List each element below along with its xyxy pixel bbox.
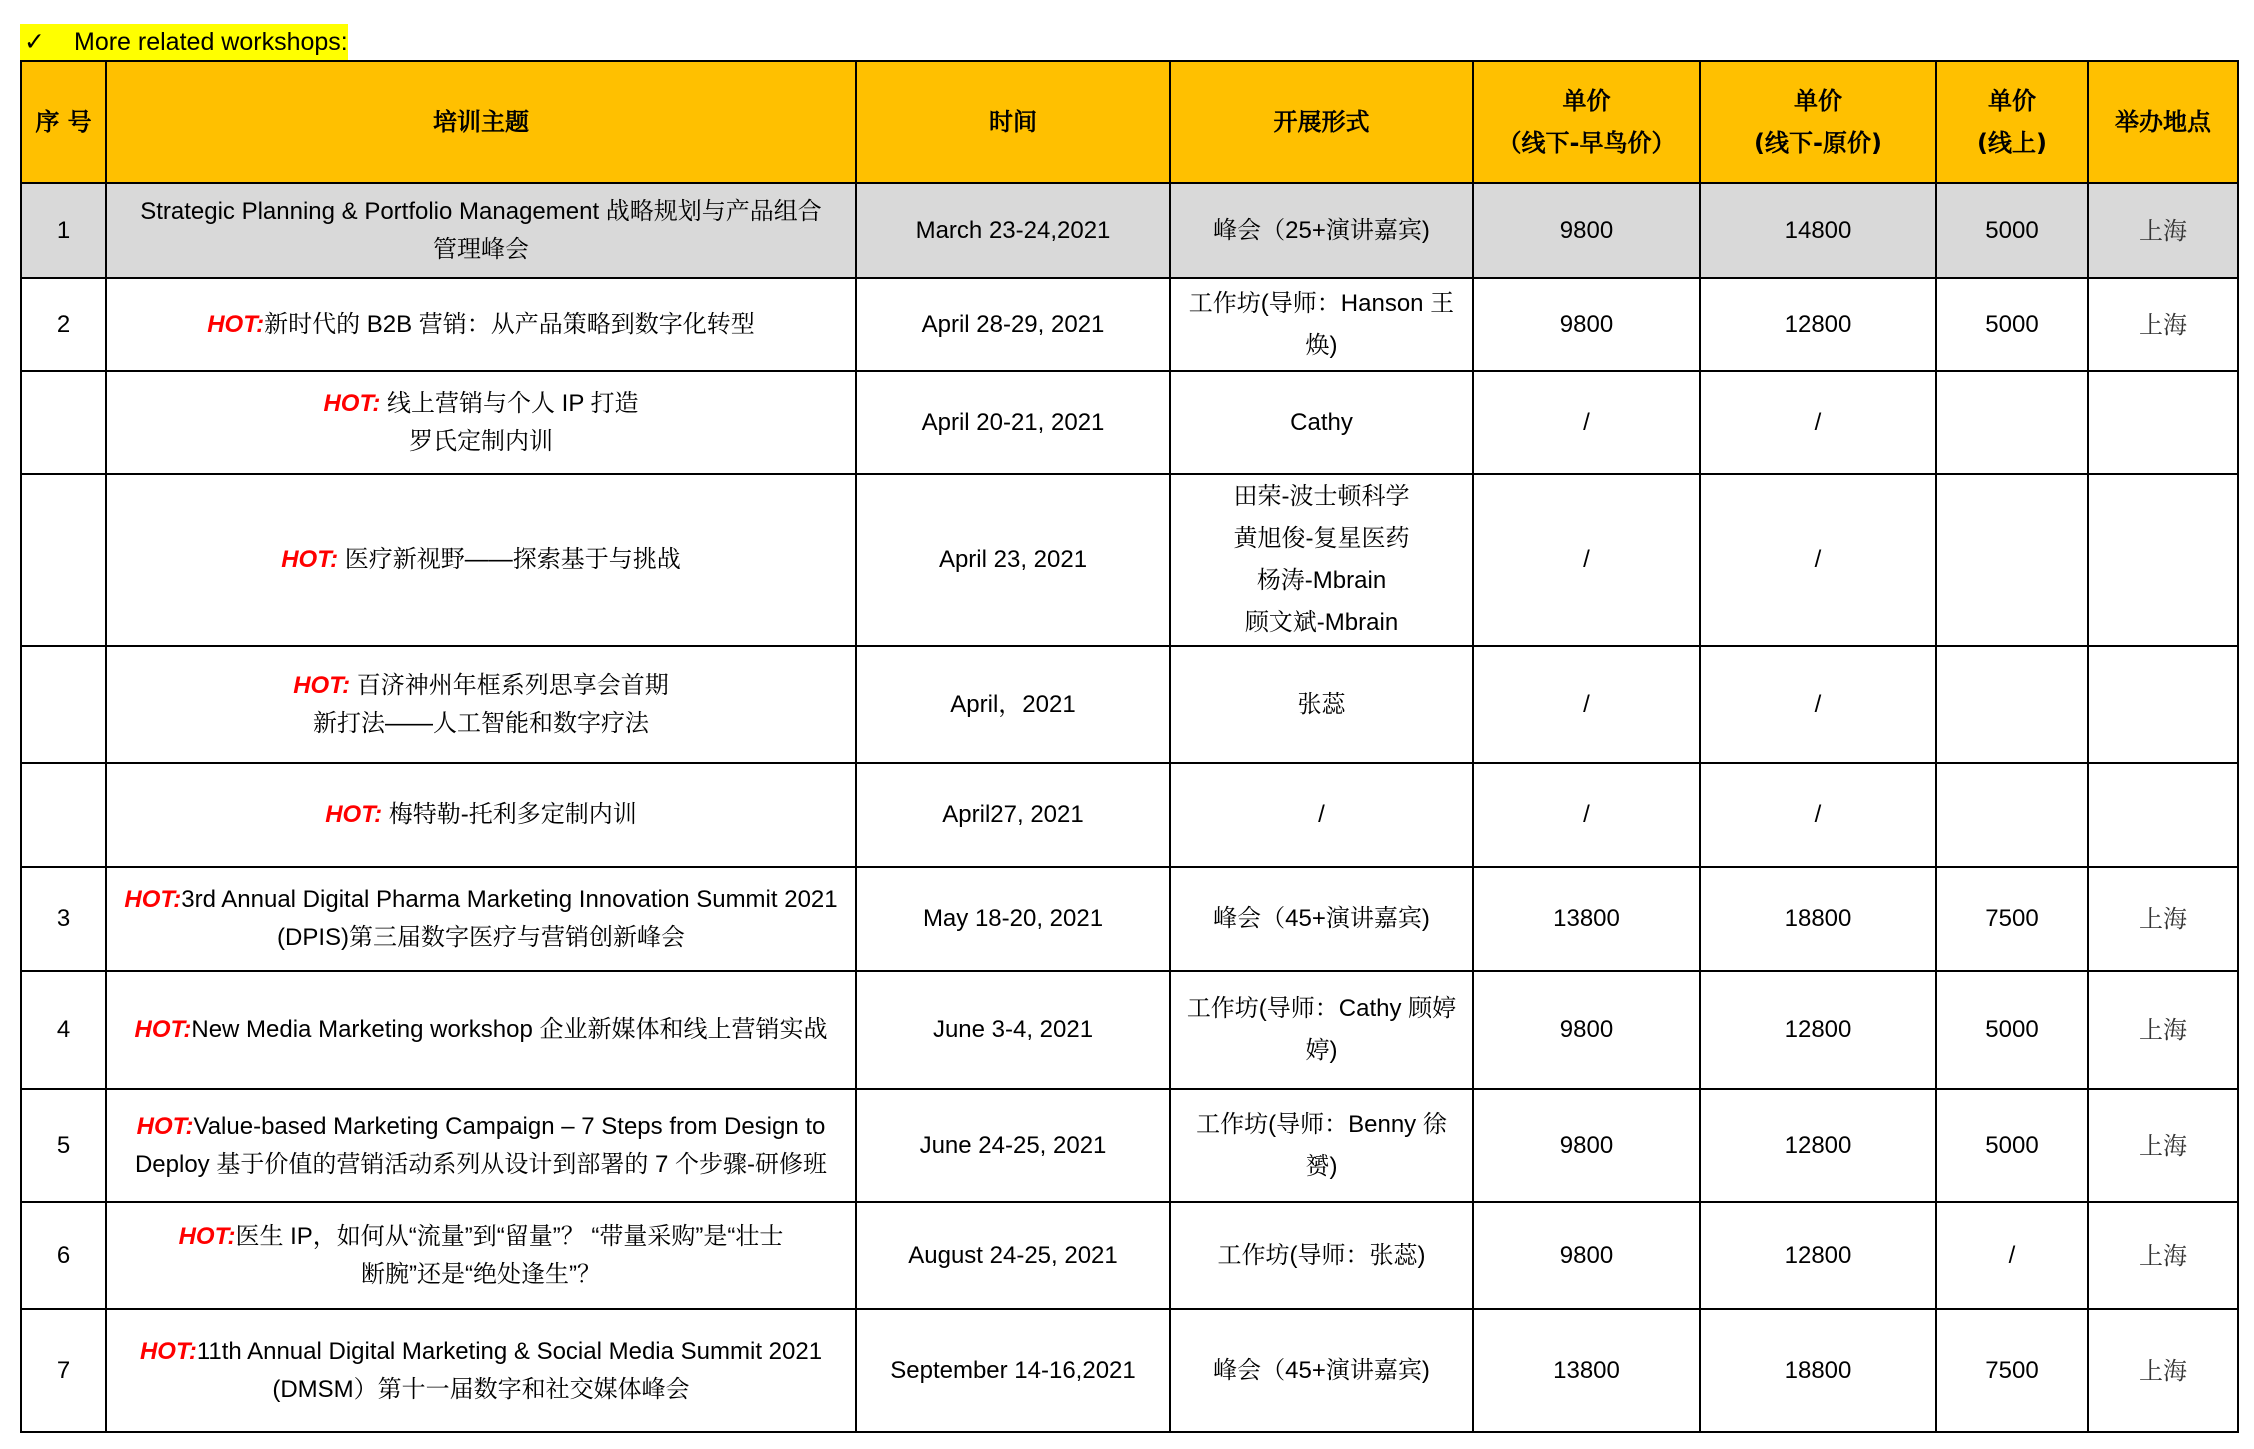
- workshop-topic: [106, 763, 856, 867]
- row-number: 4: [21, 971, 106, 1089]
- row-number: [21, 371, 106, 474]
- table-row: [21, 763, 2238, 867]
- workshop-topic: [106, 183, 856, 278]
- topic-text: Deploy 基于价值的营销活动系列从设计到部署的 7 个步骤-研修班: [134, 1150, 828, 1178]
- topic-line: [113, 231, 849, 269]
- hot-tag: HOT:: [139, 1337, 197, 1365]
- topic-line: [113, 1256, 849, 1294]
- workshop-topic: [106, 1309, 856, 1432]
- topic-line: [113, 705, 849, 743]
- row-number: 2: [21, 278, 106, 371]
- format-line: 工作坊(导师：张蕊): [1217, 1241, 1426, 1269]
- workshop-format: [1170, 763, 1473, 867]
- topic-line: [113, 1009, 849, 1051]
- price-online: /: [1936, 1202, 2088, 1309]
- price-regular: 18800: [1700, 1309, 1936, 1432]
- workshop-topic: [106, 646, 856, 763]
- row-number: [21, 474, 106, 646]
- topic-text: 断腕”还是“绝处逢生”？: [361, 1260, 601, 1288]
- header-price-online-line1: 单价: [1988, 87, 2036, 115]
- topic-line: [113, 385, 849, 423]
- price-early-bird: /: [1473, 763, 1700, 867]
- topic-line: [113, 423, 849, 461]
- row-number: [21, 646, 106, 763]
- workshop-format: [1170, 1309, 1473, 1432]
- workshop-topic: [106, 867, 856, 971]
- price-early-bird: 9800: [1473, 278, 1700, 371]
- format-line: 赟): [1305, 1152, 1338, 1180]
- price-regular: /: [1700, 646, 1936, 763]
- header-price-online-line2: (线上): [1977, 129, 2047, 157]
- table-row: [21, 183, 2238, 278]
- workshop-topic: [106, 1202, 856, 1309]
- price-early-bird: 9800: [1473, 971, 1700, 1089]
- workshop-location: 上海: [2088, 1202, 2238, 1309]
- header-price-regular: [1700, 61, 1936, 183]
- topic-text: 梅特勒-托利多定制内训: [382, 801, 637, 828]
- topic-text: 百济神州年框系列思享会首期: [350, 671, 669, 699]
- topic-line: [113, 1108, 849, 1146]
- header-price-early: [1473, 61, 1700, 183]
- caption-text: More related workshops:: [74, 28, 348, 56]
- workshop-location: 上海: [2088, 278, 2238, 371]
- format-line: 工作坊(导师：Cathy 顾婷: [1186, 995, 1457, 1022]
- price-online: 5000: [1936, 183, 2088, 278]
- workshop-location: [2088, 763, 2238, 867]
- hot-tag: HOT:: [134, 1016, 192, 1043]
- workshop-topic: [106, 371, 856, 474]
- price-regular: 12800: [1700, 278, 1936, 371]
- topic-text: 新时代的 B2B 营销：从产品策略到数字化转型: [264, 310, 755, 338]
- workshop-location: 上海: [2088, 971, 2238, 1089]
- table-row: [21, 1309, 2238, 1432]
- format-line: 工作坊(导师：Hanson 王: [1188, 289, 1455, 317]
- topic-text: (DMSM）第十一届数字和社交媒体峰会: [272, 1375, 690, 1403]
- price-early-bird: 13800: [1473, 1309, 1700, 1432]
- row-number: 7: [21, 1309, 106, 1432]
- hot-tag: HOT:: [293, 671, 351, 699]
- topic-line: [113, 667, 849, 705]
- topic-line: [113, 881, 849, 919]
- header-location: 举办地点: [2088, 61, 2238, 183]
- format-line: 峰会（45+演讲嘉宾): [1213, 1356, 1430, 1384]
- workshop-location: [2088, 474, 2238, 646]
- topic-line: [113, 1218, 849, 1256]
- topic-text: Value-based Marketing Campaign – 7 Steps from Design to: [193, 1112, 826, 1140]
- header-price-early-line2: （线下-早鸟价）: [1497, 129, 1676, 157]
- price-online: [1936, 474, 2088, 646]
- format-line: Cathy: [1290, 408, 1353, 436]
- row-number: [21, 763, 106, 867]
- price-online: [1936, 646, 2088, 763]
- format-line: 工作坊(导师：Benny 徐: [1196, 1110, 1447, 1138]
- topic-line: [113, 1146, 849, 1184]
- header-price-online: [1936, 61, 2088, 183]
- workshop-date: March 23-24,2021: [856, 183, 1170, 278]
- price-early-bird: /: [1473, 646, 1700, 763]
- workshop-topic: [106, 971, 856, 1089]
- workshop-date: September 14-16,2021: [856, 1309, 1170, 1432]
- row-number: 5: [21, 1089, 106, 1202]
- workshop-topic: [106, 278, 856, 371]
- workshop-date: June 24-25, 2021: [856, 1089, 1170, 1202]
- topic-line: [113, 919, 849, 957]
- hot-tag: HOT:: [124, 886, 182, 913]
- format-line: /: [1318, 801, 1325, 828]
- price-early-bird: 9800: [1473, 1089, 1700, 1202]
- topic-line: [113, 193, 849, 231]
- price-regular: 12800: [1700, 971, 1936, 1089]
- table-row: [21, 971, 2238, 1089]
- topic-text: 医生 IP，如何从“流量”到“留量”？ “带量采购”是“壮士: [235, 1222, 784, 1250]
- workshop-format: [1170, 971, 1473, 1089]
- price-regular: /: [1700, 763, 1936, 867]
- workshop-date: April27, 2021: [856, 763, 1170, 867]
- format-line: 黄旭俊-复星医药: [1233, 525, 1410, 552]
- topic-text: 11th Annual Digital Marketing & Social Media Summit 2021: [196, 1337, 823, 1365]
- topic-text: New Media Marketing workshop 企业新媒体和线上营销实战: [191, 1016, 828, 1043]
- price-early-bird: 9800: [1473, 1202, 1700, 1309]
- topic-line: [113, 304, 849, 346]
- workshop-location: 上海: [2088, 1309, 2238, 1432]
- workshop-format: [1170, 183, 1473, 278]
- header-time: 时间: [856, 61, 1170, 183]
- price-regular: /: [1700, 474, 1936, 646]
- workshop-date: April 28-29, 2021: [856, 278, 1170, 371]
- price-online: 7500: [1936, 867, 2088, 971]
- header-price-regular-line2: (线下-原价): [1754, 129, 1882, 157]
- format-line: 峰会（25+演讲嘉宾): [1213, 216, 1430, 244]
- format-line: 婷): [1305, 1037, 1338, 1064]
- topic-line: [113, 539, 849, 581]
- workshop-location: [2088, 371, 2238, 474]
- workshop-date: April 20-21, 2021: [856, 371, 1170, 474]
- table-row: [21, 646, 2238, 763]
- workshop-format: [1170, 646, 1473, 763]
- workshop-location: [2088, 646, 2238, 763]
- table-row: [21, 1089, 2238, 1202]
- hot-tag: HOT:: [323, 389, 381, 417]
- topic-text: 线上营销与个人 IP 打造: [380, 389, 639, 417]
- price-early-bird: /: [1473, 371, 1700, 474]
- topic-text: 3rd Annual Digital Pharma Marketing Innovation Summit 2021: [181, 886, 838, 913]
- hot-tag: HOT:: [325, 801, 383, 828]
- workshop-format: [1170, 278, 1473, 371]
- price-regular: 18800: [1700, 867, 1936, 971]
- price-online: 5000: [1936, 1089, 2088, 1202]
- topic-text: 罗氏定制内训: [409, 427, 553, 455]
- topic-text: (DPIS)第三届数字医疗与营销创新峰会: [277, 924, 685, 951]
- price-online: 5000: [1936, 971, 2088, 1089]
- format-line: 张蕊: [1297, 690, 1346, 718]
- header-no: 序 号: [21, 61, 106, 183]
- price-online: 5000: [1936, 278, 2088, 371]
- price-regular: /: [1700, 371, 1936, 474]
- row-number: 3: [21, 867, 106, 971]
- workshop-format: [1170, 371, 1473, 474]
- table-row: [21, 474, 2238, 646]
- table-row: [21, 867, 2238, 971]
- header-row: [21, 61, 2238, 183]
- workshop-topic: [106, 474, 856, 646]
- format-line: 田荣-波士顿科学: [1233, 483, 1410, 510]
- workshop-date: August 24-25, 2021: [856, 1202, 1170, 1309]
- workshop-location: 上海: [2088, 867, 2238, 971]
- topic-text: Strategic Planning & Portfolio Management 战略规划与产品组合: [140, 197, 822, 225]
- workshop-format: [1170, 867, 1473, 971]
- price-online: [1936, 371, 2088, 474]
- format-line: 顾文斌-Mbrain: [1244, 609, 1399, 636]
- price-regular: 12800: [1700, 1202, 1936, 1309]
- price-regular: 14800: [1700, 183, 1936, 278]
- price-online: 7500: [1936, 1309, 2088, 1432]
- checkmark-icon: ✓: [24, 28, 45, 56]
- header-price-regular-line1: 单价: [1794, 87, 1842, 115]
- hot-tag: HOT:: [178, 1222, 236, 1250]
- topic-text: 新打法——人工智能和数字疗法: [313, 709, 649, 737]
- hot-tag: HOT:: [207, 310, 265, 338]
- workshop-location: 上海: [2088, 183, 2238, 278]
- price-early-bird: /: [1473, 474, 1700, 646]
- workshop-date: April 23, 2021: [856, 474, 1170, 646]
- row-number: 1: [21, 183, 106, 278]
- table-row: [21, 1202, 2238, 1309]
- table-row: [21, 278, 2238, 371]
- workshop-format: [1170, 1089, 1473, 1202]
- header-topic: 培训主题: [106, 61, 856, 183]
- topic-line: [113, 1333, 849, 1371]
- header-price-early-line1: 单价: [1562, 87, 1611, 115]
- price-early-bird: 13800: [1473, 867, 1700, 971]
- price-online: [1936, 763, 2088, 867]
- workshop-format: [1170, 1202, 1473, 1309]
- format-line: 焕): [1305, 331, 1338, 359]
- workshop-topic: [106, 1089, 856, 1202]
- price-early-bird: 9800: [1473, 183, 1700, 278]
- row-number: 6: [21, 1202, 106, 1309]
- workshop-date: May 18-20, 2021: [856, 867, 1170, 971]
- hot-tag: HOT:: [281, 546, 339, 573]
- topic-text: 管理峰会: [433, 235, 529, 263]
- topic-line: [113, 1371, 849, 1409]
- format-line: 杨涛-Mbrain: [1256, 567, 1387, 594]
- table-row: [21, 371, 2238, 474]
- topic-line: [113, 794, 849, 836]
- workshop-date: June 3-4, 2021: [856, 971, 1170, 1089]
- header-format: 开展形式: [1170, 61, 1473, 183]
- topic-text: 医疗新视野——探索基于与挑战: [338, 546, 681, 573]
- price-regular: 12800: [1700, 1089, 1936, 1202]
- workshop-format: [1170, 474, 1473, 646]
- hot-tag: HOT:: [136, 1112, 194, 1140]
- workshop-location: 上海: [2088, 1089, 2238, 1202]
- format-line: 峰会（45+演讲嘉宾): [1213, 905, 1430, 932]
- section-caption: [20, 24, 348, 60]
- workshop-date: April，2021: [856, 646, 1170, 763]
- workshop-table: [20, 60, 2239, 1433]
